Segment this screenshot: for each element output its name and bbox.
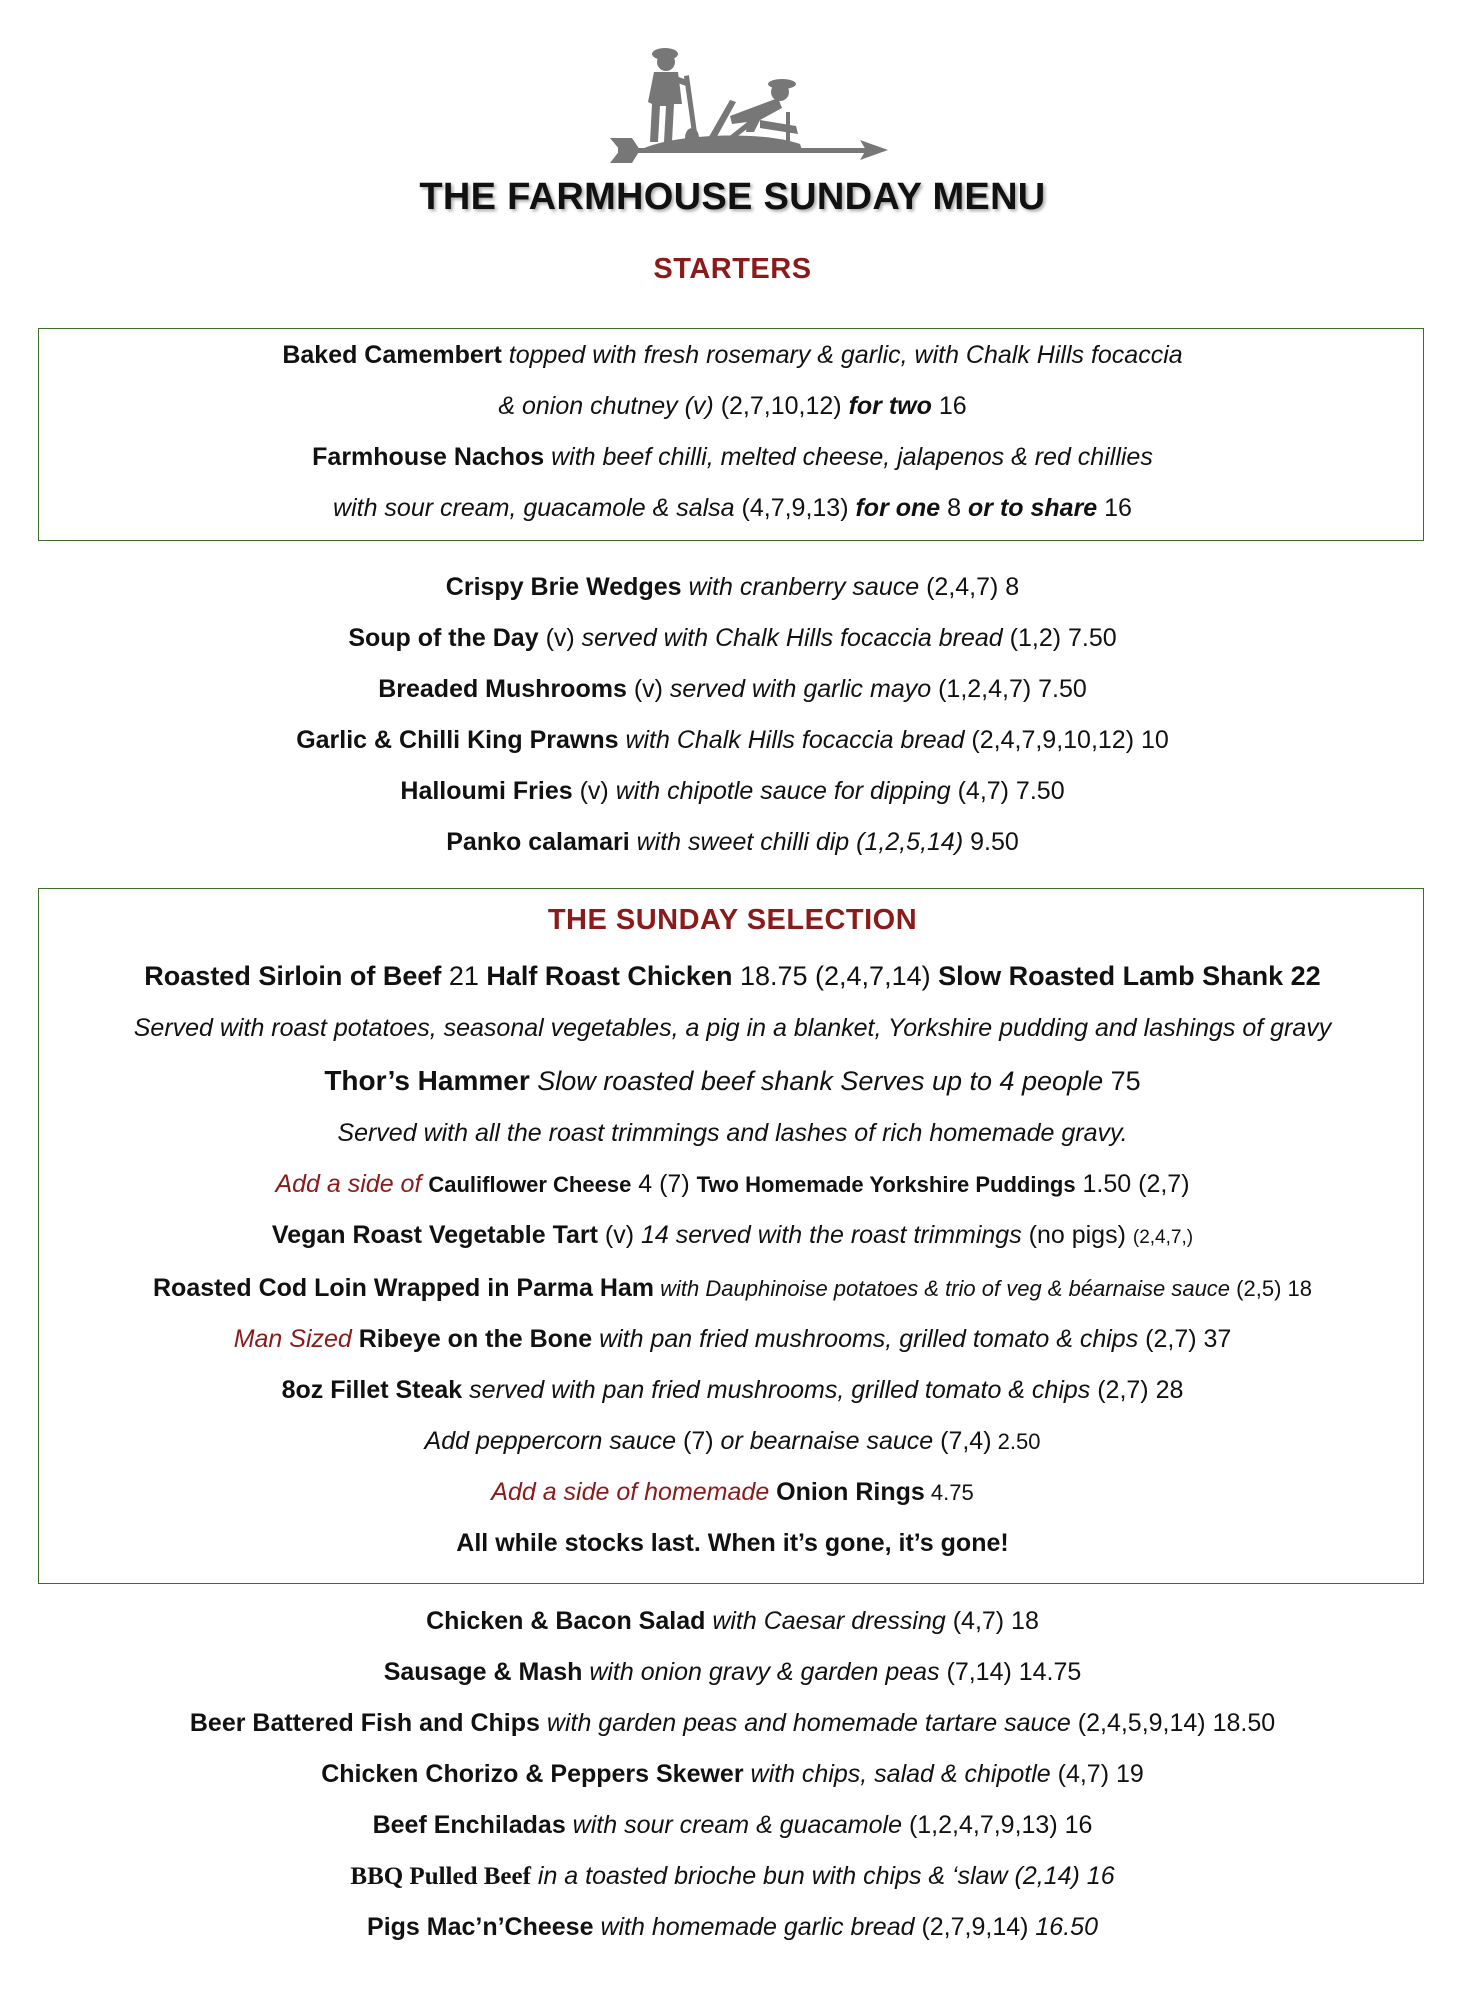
item-allergens: (4,7,9,13) (734, 494, 856, 522)
item-name: Garlic & Chilli King Prawns (296, 726, 619, 754)
mains-list (0, 1596, 1465, 1953)
item-allergens: (2,7,10,12) (713, 392, 849, 420)
item-lead: Add a side of homemade (491, 1478, 777, 1506)
item-price: 21 (441, 961, 487, 991)
menu-item-sides (0, 1159, 1465, 1210)
item-name: Roasted Cod Loin Wrapped in Parma Ham (153, 1274, 655, 1302)
item-name: Halloumi Fries (400, 777, 573, 805)
item-name: Cauliflower Cheese (428, 1172, 632, 1197)
item-price: (2,7) 37 (1138, 1325, 1232, 1353)
item-price: 1.50 (2,7) (1075, 1170, 1190, 1198)
item-price: 4 (7) (631, 1170, 697, 1198)
item-allergens: (7,4) (940, 1427, 992, 1455)
item-desc: with Chalk Hills focaccia bread (618, 726, 965, 754)
roasts-description (0, 1003, 1465, 1054)
item-desc: with sour cream, guacamole & salsa (333, 494, 735, 522)
menu-item (0, 1698, 1465, 1749)
item-price: 16 (1097, 494, 1132, 522)
item-desc: Slow roasted beef shank Serves up to 4 people (529, 1066, 1111, 1096)
item-name: Slow Roasted Lamb Shank 22 (938, 961, 1321, 991)
item-name: Baked Camembert (282, 341, 502, 369)
item-allergens: (7) (683, 1427, 714, 1455)
item-name: Farmhouse Nachos (312, 443, 545, 471)
menu-item (0, 1749, 1465, 1800)
item-name: Half Roast Chicken (486, 961, 733, 991)
item-desc: topped with fresh rosemary & garlic, with Chalk Hills focaccia (501, 341, 1183, 369)
featured-starters (0, 330, 1465, 534)
item-tag: (v) (572, 777, 609, 805)
item-name: Panko calamari (446, 828, 630, 856)
item-allergens: (2,7,9,14) (914, 1913, 1036, 1941)
item-desc: with onion gravy & garden peas (582, 1658, 940, 1686)
menu-item-onion-rings (0, 1467, 1465, 1518)
item-price: 75 (1110, 1066, 1141, 1096)
item-serving: for one (855, 494, 941, 522)
item-price: (1,2,4,7,9,13) 16 (902, 1811, 1093, 1839)
item-price: (2,5) 18 (1230, 1276, 1312, 1301)
item-desc: with Caesar dressing (705, 1607, 946, 1635)
item-name: Chicken Chorizo & Peppers Skewer (321, 1760, 744, 1788)
item-desc: with pan fried mushrooms, grilled tomato & chips (592, 1325, 1139, 1353)
weathervane-logo (610, 42, 890, 170)
item-name: Soup of the Day (348, 624, 539, 652)
item-desc: with sweet chilli dip (1,2,5,14) (629, 828, 964, 856)
menu-item-nachos-cont (0, 483, 1465, 534)
menu-title: THE FARMHOUSE SUNDAY MENU (419, 176, 1046, 218)
item-desc: served with Chalk Hills focaccia bread (574, 624, 1003, 652)
menu-item (0, 766, 1465, 817)
menu-item-roasts (0, 949, 1465, 1003)
item-allergens: (2,4,7,) (1132, 1227, 1194, 1248)
item-desc: with chipotle sauce for dipping (608, 777, 951, 805)
note-text: All while stocks last. When it’s gone, it’s gone! (456, 1529, 1009, 1557)
item-desc: Add peppercorn sauce (424, 1427, 684, 1455)
sunday-selection (0, 892, 1465, 1569)
item-serving: for two (848, 392, 932, 420)
item-name: Crispy Brie Wedges (445, 573, 682, 601)
menu-item-cod (0, 1263, 1465, 1314)
item-name: Chicken & Bacon Salad (426, 1607, 706, 1635)
item-price: (1,2,4,7) 7.50 (931, 675, 1087, 703)
side-lead: Add a side of (275, 1170, 429, 1198)
item-lead: Man Sized (233, 1325, 359, 1353)
sunday-heading (0, 892, 1465, 949)
menu-item (0, 715, 1465, 766)
menu-item (0, 1800, 1465, 1851)
item-price: (4,7) 19 (1050, 1760, 1144, 1788)
item-name: Onion Rings (776, 1478, 925, 1506)
item-desc: 14 served with the roast trimmings (641, 1221, 1022, 1249)
item-price: (2,4,7,9,10,12) 10 (964, 726, 1169, 754)
item-price: (4,7) 7.50 (950, 777, 1065, 805)
menu-item-nachos (0, 432, 1465, 483)
item-price: 16 (931, 392, 967, 420)
item-name: Two Homemade Yorkshire Puddings (696, 1172, 1076, 1197)
item-tag: (v) (597, 1221, 641, 1249)
item-price: 9.50 (963, 828, 1019, 856)
thors-hammer-description (0, 1108, 1465, 1159)
item-price: 16.50 (1035, 1913, 1098, 1941)
item-price: 4.75 (924, 1480, 974, 1505)
stock-note (0, 1518, 1465, 1569)
section-title: THE SUNDAY SELECTION (547, 904, 918, 936)
menu-item-fillet (0, 1365, 1465, 1416)
item-desc: or bearnaise sauce (713, 1427, 941, 1455)
menu-item (0, 1596, 1465, 1647)
item-name: Roasted Sirloin of Beef (144, 961, 442, 991)
item-desc: with Dauphinoise potatoes & trio of veg & béarnaise sauce (654, 1276, 1231, 1301)
menu-item (0, 1851, 1465, 1902)
item-tag: (v) (626, 675, 663, 703)
item-desc: in a toasted brioche bun with chips & ‘slaw (2,14) 16 (530, 1862, 1115, 1890)
item-price: 2.50 (991, 1429, 1041, 1454)
menu-item-camembert (0, 330, 1465, 381)
item-desc: with cranberry sauce (681, 573, 920, 601)
menu-item-camembert-cont (0, 381, 1465, 432)
item-desc: Served with roast potatoes, seasonal vegetables, a pig in a blanket, Yorkshire pudding and lashings of gravy (133, 1014, 1332, 1042)
item-desc: & onion chutney (v) (498, 392, 714, 420)
item-price: 18.75 (2,4,7,14) (732, 961, 939, 991)
item-desc: with garden peas and homemade tartare sauce (539, 1709, 1071, 1737)
menu-item-vegan-tart (0, 1210, 1465, 1263)
item-name: Ribeye on the Bone (358, 1325, 593, 1353)
item-price: (1,2) 7.50 (1002, 624, 1117, 652)
menu-item-ribeye (0, 1314, 1465, 1365)
menu-item (0, 817, 1465, 868)
item-desc: served with garlic mayo (662, 675, 932, 703)
item-name: Breaded Mushrooms (378, 675, 627, 703)
item-desc: with sour cream & guacamole (565, 1811, 902, 1839)
item-name: Vegan Roast Vegetable Tart (271, 1221, 598, 1249)
item-name: Beer Battered Fish and Chips (189, 1709, 540, 1737)
menu-item-sauces (0, 1416, 1465, 1467)
item-price: (2,4,7) 8 (919, 573, 1020, 601)
item-desc: with homemade garlic bread (593, 1913, 915, 1941)
item-price: (4,7) 18 (945, 1607, 1039, 1635)
item-desc: Served with all the roast trimmings and lashes of rich homemade gravy. (337, 1119, 1128, 1147)
menu-item-thors-hammer (0, 1054, 1465, 1108)
item-desc: with chips, salad & chipotle (743, 1760, 1051, 1788)
item-desc: served with pan fried mushrooms, grilled tomato & chips (462, 1376, 1091, 1404)
item-price: 8 (940, 494, 968, 522)
item-name: Thor’s Hammer (324, 1065, 530, 1096)
starters-list (0, 562, 1465, 868)
menu-item (0, 664, 1465, 715)
menu-item (0, 613, 1465, 664)
item-desc: with beef chilli, melted cheese, jalapenos & red chillies (544, 443, 1153, 471)
item-price: (7,14) 14.75 (939, 1658, 1082, 1686)
item-name: BBQ Pulled Beef (350, 1863, 531, 1890)
menu-item (0, 1647, 1465, 1698)
item-name: 8oz Fillet Steak (281, 1376, 463, 1404)
item-price: (2,7) 28 (1090, 1376, 1184, 1404)
item-name: Pigs Mac’n’Cheese (367, 1913, 594, 1941)
item-tag: (v) (538, 624, 575, 652)
item-name: Beef Enchiladas (372, 1811, 566, 1839)
menu-item (0, 562, 1465, 613)
menu-item (0, 1902, 1465, 1953)
starters-heading: STARTERS (653, 253, 812, 285)
item-price: (2,4,5,9,14) 18.50 (1070, 1709, 1276, 1737)
item-note: (no pigs) (1021, 1221, 1133, 1249)
item-serving: or to share (968, 494, 1098, 522)
item-name: Sausage & Mash (383, 1658, 583, 1686)
